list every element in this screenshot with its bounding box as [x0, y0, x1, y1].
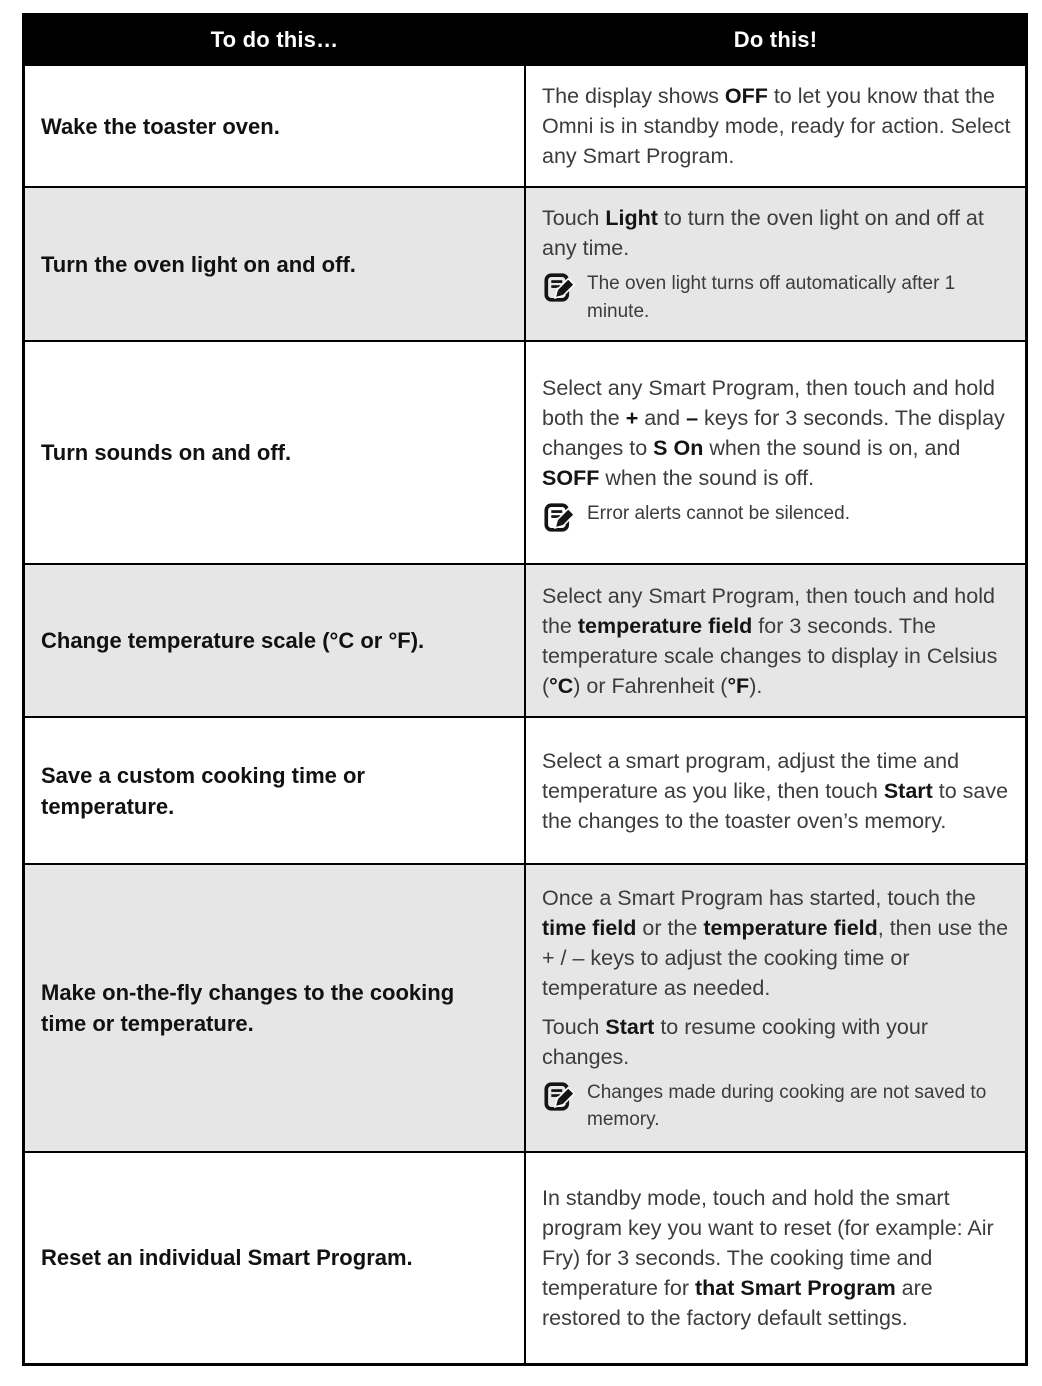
- note-icon: [544, 272, 575, 303]
- instruction-cell: [525, 717, 1027, 864]
- instruction-paragraph: Select any Smart Program, then touch and hold both the + and – keys for 3 seconds. The display changes to S On when the sound is on, and SOFF when the sound is off.: [542, 375, 1005, 490]
- instruction-cell: [525, 187, 1027, 341]
- task-cell: Make on-the-fly changes to the cooking time or temperature.: [24, 864, 526, 1152]
- instruction-paragraph: Once a Smart Program has started, touch the time field or the temperature field, then use the + / – keys to adjust the cooking time or temperature as needed.: [542, 885, 1009, 1000]
- instruction-paragraph: In standby mode, touch and hold the smart program key you want to reset (for example: Air Fry) for 3 seconds. The cooking time and temperature for that Smart Program are restored to the factory default settings.: [542, 1185, 994, 1330]
- table-row: [24, 341, 1027, 564]
- instruction-cell: [525, 1152, 1027, 1364]
- note: [542, 500, 1012, 533]
- instruction-paragraph: Touch Light to turn the oven light on and off at any time.: [542, 206, 984, 260]
- note-icon: [544, 502, 575, 533]
- task-cell: Turn sounds on and off.: [24, 341, 526, 564]
- instruction-paragraph: The display shows OFF to let you know that the Omni is in standby mode, ready for action. Select any Smart Program.: [542, 84, 1011, 168]
- how-to-table: [22, 13, 1028, 1366]
- task-cell: Save a custom cooking time or temperature.: [24, 717, 526, 864]
- table-row: [24, 187, 1027, 341]
- instruction-cell: [525, 864, 1027, 1152]
- table-row: [24, 1152, 1027, 1364]
- table-body: [24, 65, 1027, 1364]
- instruction-cell: [525, 341, 1027, 564]
- task-cell: Reset an individual Smart Program.: [24, 1152, 526, 1364]
- note-text: Changes made during cooking are not saved to memory.: [587, 1081, 987, 1130]
- note-icon: [544, 1081, 575, 1112]
- instruction-cell: [525, 564, 1027, 717]
- instruction-cell: [525, 65, 1027, 187]
- how-to-table-wrap: [22, 13, 1028, 1366]
- table-row: [24, 717, 1027, 864]
- note-text: Error alerts cannot be silenced.: [587, 502, 850, 524]
- table-row: [24, 65, 1027, 187]
- instruction-paragraph: Select a smart program, adjust the time and temperature as you like, then touch Start to save the changes to the toaster oven’s memory.: [542, 748, 1009, 833]
- header-to-do-this: To do this…: [24, 15, 526, 66]
- task-cell: Wake the toaster oven.: [24, 65, 526, 187]
- header-do-this: Do this!: [525, 15, 1027, 66]
- task-cell: Change temperature scale (°C or °F).: [24, 564, 526, 717]
- note: [542, 1079, 1012, 1134]
- table-row: [24, 564, 1027, 717]
- instruction-paragraph: Select any Smart Program, then touch and hold the temperature field for 3 seconds. The temperature scale changes to display in Celsius (°C) or Fahrenheit (°F).: [542, 583, 998, 698]
- note: [542, 270, 1012, 325]
- table-header-row: [24, 15, 1027, 66]
- instruction-paragraph: Touch Start to resume cooking with your changes.: [542, 1014, 928, 1069]
- note-text: The oven light turns off automatically after 1 minute.: [587, 273, 956, 322]
- table-row: [24, 864, 1027, 1152]
- task-cell: Turn the oven light on and off.: [24, 187, 526, 341]
